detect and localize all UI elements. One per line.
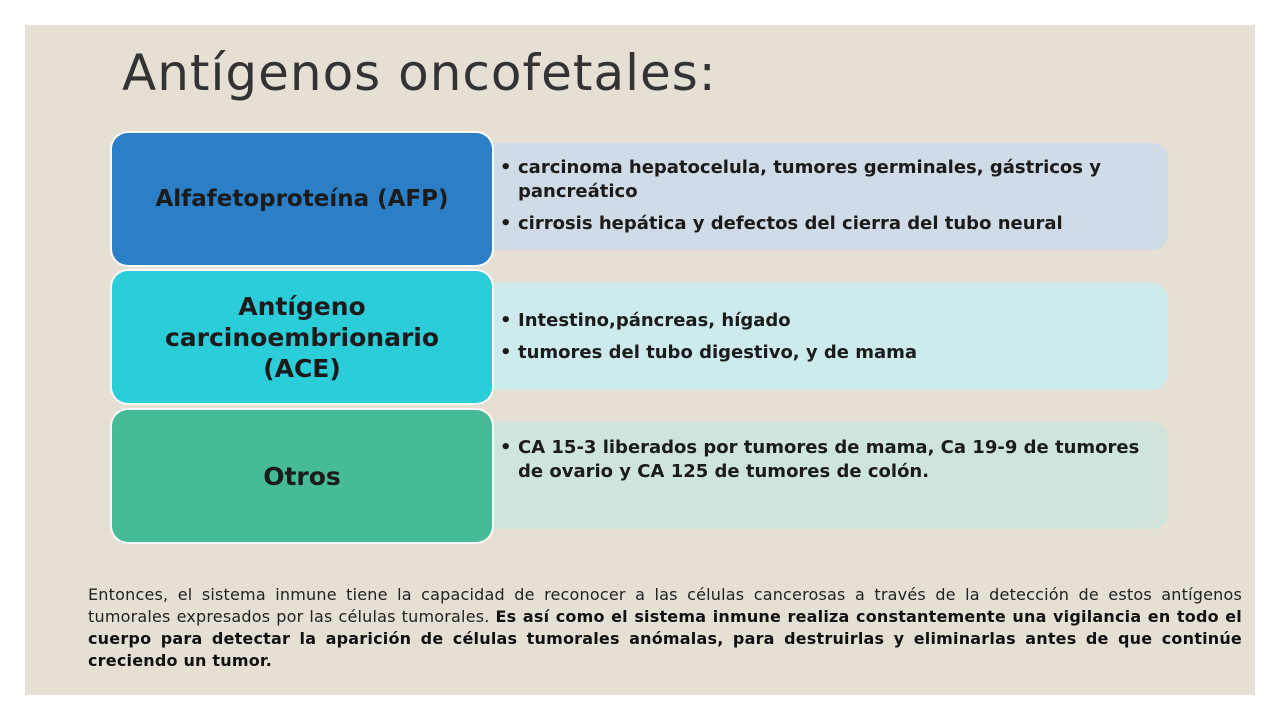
ace-bullet-1: • Intestino,páncreas, hígado: [500, 309, 1160, 333]
summary-paragraph: [88, 584, 1242, 672]
ace-bullet-2: • tumores del tubo digestivo, y de mama: [500, 341, 1160, 365]
ace-label-line-2: carcinoembrionario: [164, 322, 440, 352]
summary-normal-text: Entonces, el sistema inmune tiene la capacidad de reconocer a las células cancerosas a través de la detección de estos antígenos tumorales expresados por las células tumorales.: [88, 585, 1242, 626]
otros-label-box: [112, 410, 492, 542]
otros-bullet-list: [500, 436, 1150, 492]
ace-bullet-list: [500, 309, 1160, 373]
ace-label-line-1: Antígeno: [238, 291, 366, 321]
afp-bullet-2: • cirrosis hepática y defectos del cierra del tubo neural: [500, 212, 1160, 236]
otros-bullet-1: • CA 15-3 liberados por tumores de mama, Ca 19-9 de tumores de ovario y CA 125 de tumores de colón.: [500, 436, 1150, 484]
otros-label: Otros: [263, 461, 341, 491]
afp-bullet-1: • carcinoma hepatocelula, tumores germinales, gástricos y pancreático: [500, 156, 1160, 204]
afp-label-box: [112, 133, 492, 265]
summary-bold-text: Es así como el sistema inmune realiza constantemente una vigilancia en todo el cuerpo para detectar la aparición de células tumorales anómalas, para destruirlas y eliminarlas antes de que continúe creciendo un tumor.: [88, 607, 1242, 670]
ace-label-line-3: (ACE): [263, 353, 341, 383]
slide-title: Antígenos oncofetales:: [122, 44, 717, 102]
afp-label: Alfafetoproteína (AFP): [155, 186, 449, 212]
afp-bullet-list: [500, 156, 1160, 244]
ace-label-box: [112, 271, 492, 403]
